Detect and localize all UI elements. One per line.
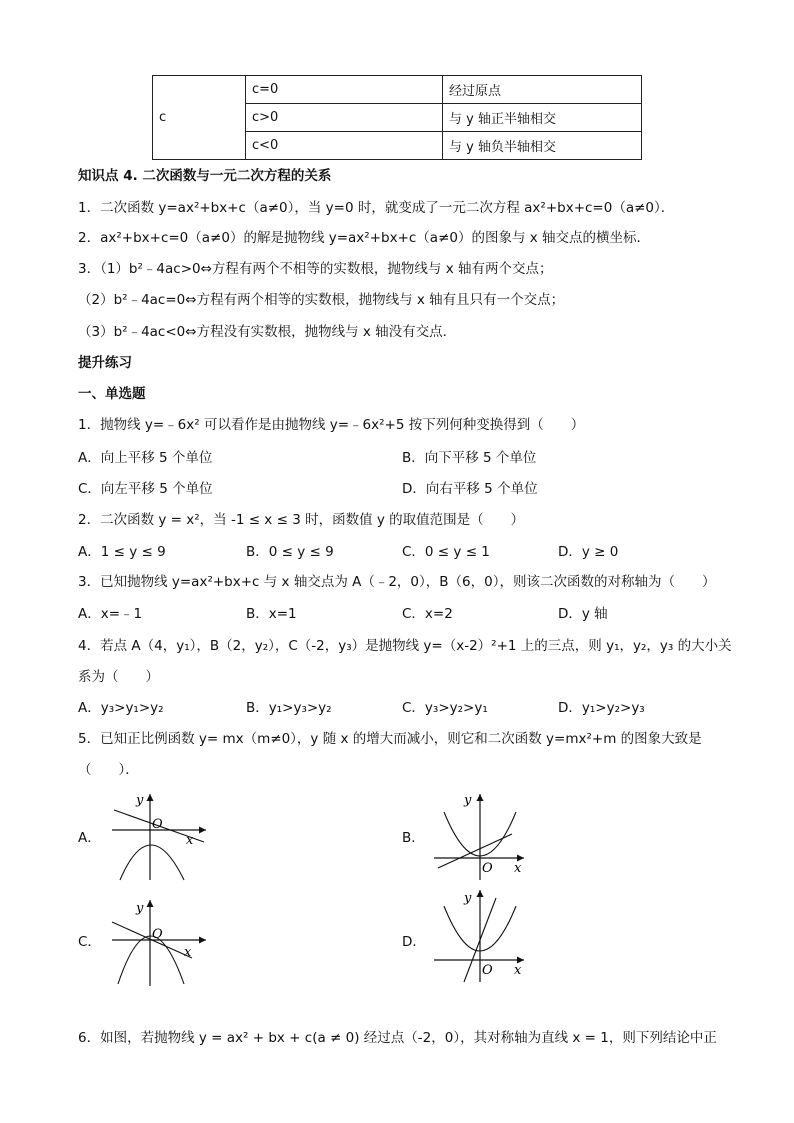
q4-option-d: D．y₁>y₂>y₃	[558, 700, 645, 716]
origin-label: O	[152, 817, 163, 832]
y-label: y	[464, 891, 472, 906]
q3-option-a: A．x=﹣1	[78, 606, 143, 622]
origin-label: O	[152, 927, 163, 942]
kp4-line-5: （3）b²﹣4ac<0⇔方程没有实数根，抛物线与 x 轴没有交点．	[78, 324, 457, 340]
q3-stem: 3．已知抛物线 y=ax²+bx+c 与 x 轴交点为 A（﹣2，0），B（6，0），则该二次函数的对称轴为（ ）	[78, 574, 716, 590]
q5-stem-line-2: （ ）．	[78, 762, 139, 778]
q5-graph-d	[430, 886, 530, 984]
q3-option-d: D．y 轴	[558, 606, 608, 622]
y-label: y	[136, 901, 144, 916]
x-label: x	[184, 945, 192, 960]
table-result-cell: 经过原点	[443, 76, 642, 104]
q2-option-d: D．y ≥ 0	[558, 544, 619, 560]
parabola	[120, 845, 184, 880]
q5-graph-b	[430, 790, 530, 882]
table-cond-cell: c=0	[246, 76, 443, 104]
kp4-line-2: 2．ax²+bx+c=0（a≠0）的解是抛物线 y=ax²+bx+c（a≠0）的图象与 x 轴交点的横坐标．	[78, 230, 651, 246]
q5-option-d-label: D．	[402, 934, 426, 950]
y-label: y	[136, 793, 144, 808]
q5-option-c-label: C．	[78, 934, 101, 950]
table-result-cell: 与 y 轴负半轴相交	[443, 132, 642, 160]
q6-stem: 6．如图，若抛物线 y = ax² + bx + c(a ≠ 0) 经过点（-2，0），其对称轴为直线 x = 1，则下列结论中正	[78, 1030, 717, 1046]
line-graph	[438, 834, 512, 868]
q4-stem-line-1: 4．若点 A（4，y₁），B（2，y₂），C（-2，y₃）是抛物线 y=（x-2）²+1 上的三点，则 y₁，y₂，y₃ 的大小关	[78, 638, 732, 654]
q3-option-b: B．x=1	[246, 606, 297, 622]
y-label: y	[464, 793, 472, 808]
q5-graph-a	[106, 790, 216, 882]
q2-stem: 2．二次函数 y = x²，当 -1 ≤ x ≤ 3 时，函数值 y 的取值范围是（ ）	[78, 512, 525, 528]
table-group-cell: c	[153, 76, 246, 160]
origin-label: O	[482, 861, 493, 876]
q4-option-b: B．y₁>y₃>y₂	[246, 700, 332, 716]
kp4-title: 知识点 4. 二次函数与一元二次方程的关系	[78, 168, 332, 184]
coefficient-c-table	[152, 75, 642, 160]
kp4-line-4: （2）b²﹣4ac=0⇔方程有两个相等的实数根，抛物线与 x 轴有且只有一个交点；	[78, 292, 565, 308]
table-cond-cell: c>0	[246, 104, 443, 132]
q1-option-d: D．向右平移 5 个单位	[402, 481, 538, 497]
x-label: x	[514, 963, 522, 978]
q4-stem-line-2: 系为（ ）	[78, 669, 159, 685]
table-cond-cell: c<0	[246, 132, 443, 160]
table-row	[153, 76, 642, 104]
q1-option-c: C．向左平移 5 个单位	[78, 481, 213, 497]
kp4-line-3: 3．（1）b²﹣4ac>0⇔方程有两个不相等的实数根，抛物线与 x 轴有两个交点；	[78, 261, 553, 277]
q5-stem-line-1: 5．已知正比例函数 y= mx（m≠0），y 随 x 的增大而减小，则它和二次函数 y=mx²+m 的图象大致是	[78, 731, 702, 747]
x-label: x	[514, 861, 522, 876]
q1-stem: 1．抛物线 y=﹣6x² 可以看作是由抛物线 y=﹣6x²+5 按下列何种变换得到（ ）	[78, 417, 585, 433]
q5-option-a-label: A．	[78, 830, 101, 846]
q2-option-a: A．1 ≤ y ≤ 9	[78, 544, 166, 560]
q2-option-b: B．0 ≤ y ≤ 9	[246, 544, 334, 560]
practice-title: 提升练习	[78, 355, 132, 371]
origin-label: O	[482, 963, 493, 978]
q1-option-a: A．向上平移 5 个单位	[78, 450, 213, 466]
table-result-cell: 与 y 轴正半轴相交	[443, 104, 642, 132]
q2-option-c: C．0 ≤ y ≤ 1	[402, 544, 490, 560]
section-title: 一、单选题	[78, 386, 146, 402]
q4-option-a: A．y₃>y₁>y₂	[78, 700, 164, 716]
q5-graph-c	[106, 896, 216, 988]
q3-option-c: C．x=2	[402, 606, 453, 622]
kp4-line-1: 1．二次函数 y=ax²+bx+c（a≠0），当 y=0 时，就变成了一元二次方程 ax²+bx+c=0（a≠0）．	[78, 200, 675, 216]
q4-option-c: C．y₃>y₂>y₁	[402, 700, 488, 716]
q5-option-b-label: B．	[402, 830, 425, 846]
parabola	[118, 936, 184, 984]
x-label: x	[186, 833, 194, 848]
q1-option-b: B．向下平移 5 个单位	[402, 450, 537, 466]
